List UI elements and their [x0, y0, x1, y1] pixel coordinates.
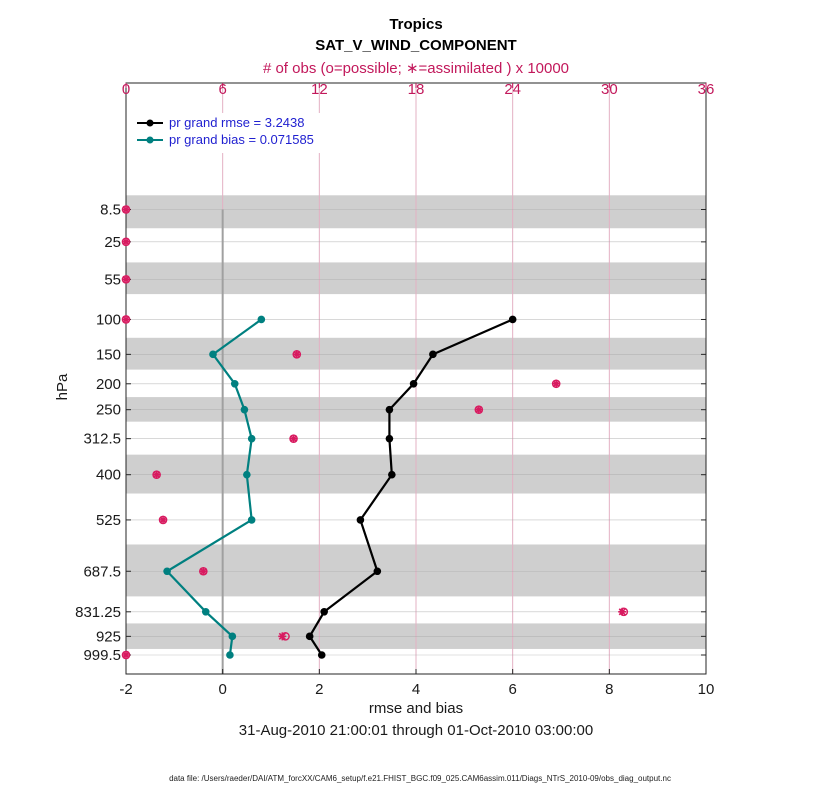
- y-tick-label: 925: [95, 628, 121, 646]
- y-tick-label: 687.5: [83, 563, 121, 581]
- data-point-rmse: [509, 316, 517, 324]
- date-range-label: 31-Aug-2010 21:00:01 through 01-Oct-2010 03:00:00: [238, 722, 594, 739]
- obs-assimilated-marker: [552, 380, 560, 388]
- y-tick-label: 200: [95, 375, 121, 393]
- obs-assimilated-marker: [122, 275, 130, 283]
- data-point-bias: [248, 516, 256, 524]
- x-tick-label: 0: [218, 681, 227, 698]
- y-tick-label: 312.5: [83, 430, 121, 448]
- data-point-rmse: [386, 406, 394, 414]
- obs-assimilated-marker: [122, 206, 130, 214]
- x-tick-label: 8: [605, 681, 614, 698]
- data-point-bias: [209, 351, 217, 359]
- data-point-rmse: [318, 651, 326, 659]
- y-tick-label: 999.5: [83, 647, 121, 664]
- data-point-rmse: [410, 380, 418, 388]
- obs-assimilated-marker: [278, 632, 286, 640]
- data-point-bias: [202, 608, 210, 616]
- obs-assimilated-marker: [199, 567, 207, 575]
- data-point-bias: [241, 406, 249, 414]
- data-point-bias: [231, 380, 239, 388]
- chart-title: Tropics: [389, 16, 443, 33]
- top-axis-ticks: [122, 81, 715, 98]
- data-point-rmse: [320, 608, 328, 616]
- obs-assimilated-marker: [153, 471, 161, 479]
- obs-assimilated-marker: [293, 350, 301, 358]
- top-tick-label: 6: [218, 81, 227, 98]
- data-point-rmse: [357, 516, 365, 524]
- x-axis-ticks: [119, 669, 714, 698]
- legend-label-rmse: pr grand rmse = 3.2438: [169, 115, 305, 130]
- y-tick-label: 100: [95, 311, 121, 329]
- x-tick-label: 4: [411, 681, 421, 698]
- legend-label-bias: pr grand bias = 0.071585: [169, 132, 314, 147]
- data-point-rmse: [429, 351, 437, 359]
- y-tick-label: 525: [95, 511, 121, 529]
- obs-assimilated-marker: [290, 435, 298, 443]
- data-file-footer: data file: /Users/raeder/DAI/ATM_forcXX/CAM6_setup/f.e21.FHIST_BGC.f09_025.CAM6assim.011/Diags_NTrS_2010-09/obs_diag_output.nc: [169, 774, 671, 783]
- top-tick-label: 24: [504, 81, 522, 98]
- data-point-rmse: [306, 633, 314, 641]
- obs-assimilated-marker: [122, 238, 130, 246]
- data-point-rmse: [386, 435, 394, 443]
- y-tick-label: 25: [104, 233, 121, 251]
- y-tick-label: 8.5: [100, 201, 121, 219]
- legend-marker-bias: [147, 137, 154, 144]
- top-tick-label: 12: [310, 81, 328, 98]
- data-point-bias: [243, 471, 251, 479]
- top-tick-label: 30: [600, 81, 618, 98]
- obs-assimilated-marker: [618, 608, 626, 616]
- top-tick-label: 36: [697, 81, 715, 98]
- y-tick-label: 150: [95, 346, 121, 364]
- data-point-bias: [258, 316, 266, 324]
- legend-marker-rmse: [147, 120, 154, 127]
- x-tick-label: 2: [315, 681, 324, 698]
- obs-assimilated-marker: [122, 315, 130, 323]
- y-axis-label: hPa: [54, 373, 71, 401]
- obs-assimilated-marker: [159, 516, 167, 524]
- legend: [133, 113, 343, 153]
- data-point-bias: [163, 567, 171, 575]
- obs-assimilated-marker: [475, 406, 483, 414]
- y-tick-label: 831.25: [75, 603, 121, 621]
- obs-assimilated-marker: [122, 651, 130, 659]
- top-axis-label: # of obs (o=possible; ∗=assimilated ) x 10000: [262, 60, 570, 77]
- y-tick-label: 55: [104, 271, 121, 289]
- y-tick-label: 400: [95, 466, 121, 484]
- x-tick-label: 10: [697, 681, 715, 698]
- y-tick-label: 250: [95, 401, 121, 419]
- x-tick-label: 6: [508, 681, 517, 698]
- top-tick-label: 18: [407, 81, 425, 98]
- data-point-bias: [229, 633, 237, 641]
- top-tick-label: 0: [121, 81, 131, 98]
- chart-subtitle: SAT_V_WIND_COMPONENT: [315, 37, 517, 54]
- data-point-bias: [226, 651, 234, 659]
- data-point-rmse: [388, 471, 396, 479]
- x-tick-label: -2: [119, 681, 133, 698]
- data-point-rmse: [374, 567, 382, 575]
- data-point-bias: [248, 435, 256, 443]
- x-axis-label: rmse and bias: [368, 700, 464, 717]
